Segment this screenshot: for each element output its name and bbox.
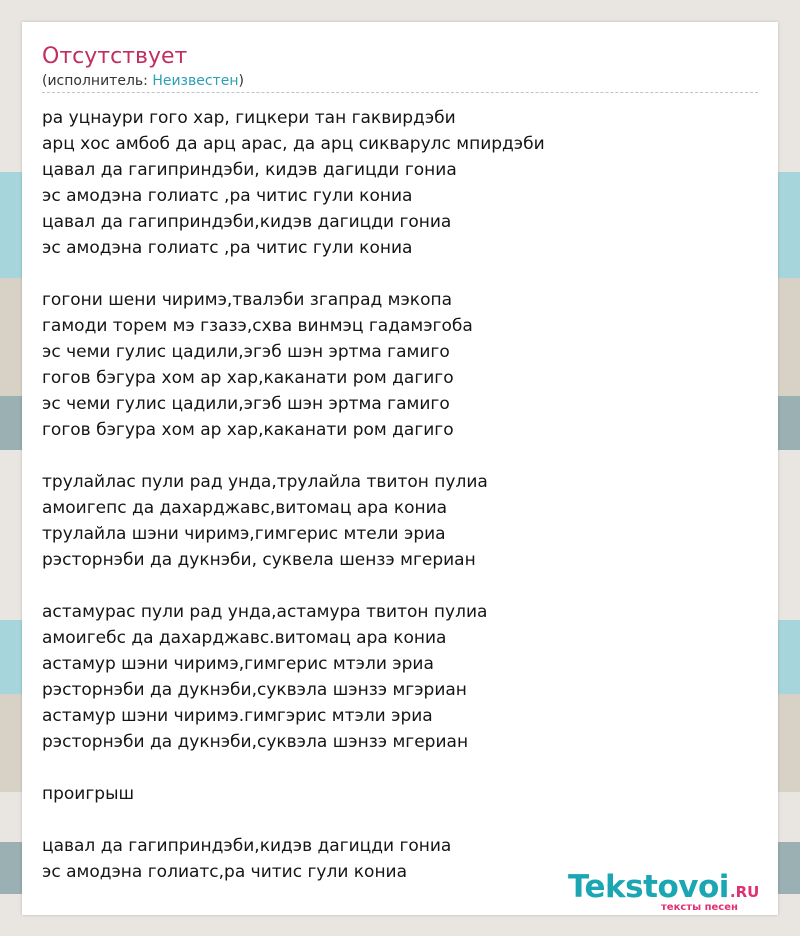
lyric-line: амоигебс да дахарджавс.витомац ара кониа bbox=[42, 628, 447, 648]
artist-line bbox=[42, 72, 244, 90]
song-title: Отсутствует bbox=[42, 44, 188, 69]
lyrics-text bbox=[42, 105, 545, 885]
lyric-line: астамур шэни чиримэ.гимгэрис мтэли эриа bbox=[42, 706, 433, 726]
lyric-line: астамур шэни чиримэ,гимгерис мтэли эриа bbox=[42, 654, 434, 674]
stanza-break bbox=[42, 807, 545, 833]
artist-prefix: (исполнитель: bbox=[42, 73, 153, 89]
stanza-break bbox=[42, 261, 545, 287]
lyric-line: цавал да гагиприндэби,кидэв дагицди гониа bbox=[42, 836, 452, 856]
lyric-line: ра уцнаури гого хар, гицкери тан гаквирдэби bbox=[42, 108, 456, 128]
lyric-line: цавал да гагиприндэби,кидэв дагицди гониа bbox=[42, 212, 452, 232]
lyric-line: эс амодэна голиатс,ра читис гули кониа bbox=[42, 862, 408, 882]
logo-text: Tekstovoi bbox=[568, 869, 729, 905]
lyric-line: рэсторнэби да дукнэби,суквэла шэнзэ мгериан bbox=[42, 732, 469, 752]
lyric-line: эс чеми гулис цадили,эгэб шэн эртма гамиго bbox=[42, 342, 450, 362]
lyric-line: эс чеми гулис цадили,эгэб шэн эртма гамиго bbox=[42, 394, 450, 414]
stanza-break bbox=[42, 755, 545, 781]
lyric-line: проигрыш bbox=[42, 784, 135, 804]
lyric-line: арц хос амбоб да арц арас, да арц сикварулс мпирдэби bbox=[42, 134, 545, 154]
artist-suffix: ) bbox=[238, 73, 244, 89]
lyric-line: рэсторнэби да дукнэби,суквэла шэнзэ мгэриан bbox=[42, 680, 467, 700]
lyric-line: гогони шени чиримэ,твалэби згапрад мэкопа bbox=[42, 290, 453, 310]
lyric-line: рэсторнэби да дукнэби, суквела шензэ мгериан bbox=[42, 550, 476, 570]
stanza-break bbox=[42, 443, 545, 469]
lyric-line: гогов бэгура хом ар хар,каканати ром дагиго bbox=[42, 420, 454, 440]
lyric-line: гогов бэгура хом ар хар,каканати ром дагиго bbox=[42, 368, 454, 388]
logo-domain: .RU bbox=[729, 883, 760, 901]
lyrics-card bbox=[22, 22, 778, 915]
divider bbox=[42, 92, 758, 93]
lyric-line: трулайлас пули рад унда,трулайла твитон пулиа bbox=[42, 472, 488, 492]
lyric-line: эс амодэна голиатс ,ра читис гули кониа bbox=[42, 186, 413, 206]
lyric-line: цавал да гагиприндэби, кидэв дагицди гониа bbox=[42, 160, 457, 180]
logo-tagline: тексты песен bbox=[661, 902, 738, 913]
lyric-line: астамурас пули рад унда,астамура твитон пулиа bbox=[42, 602, 488, 622]
lyric-line: трулайла шэни чиримэ,гимгерис мтели эриа bbox=[42, 524, 446, 544]
lyric-line: амоигепс да дахарджавс,витомац ара кониа bbox=[42, 498, 448, 518]
lyric-line: гамоди торем мэ гзазэ,схва винмэц гадамэгоба bbox=[42, 316, 473, 336]
lyric-line: эс амодэна голиатс ,ра читис гули кониа bbox=[42, 238, 413, 258]
stanza-break bbox=[42, 573, 545, 599]
artist-link[interactable]: Неизвестен bbox=[152, 73, 239, 89]
